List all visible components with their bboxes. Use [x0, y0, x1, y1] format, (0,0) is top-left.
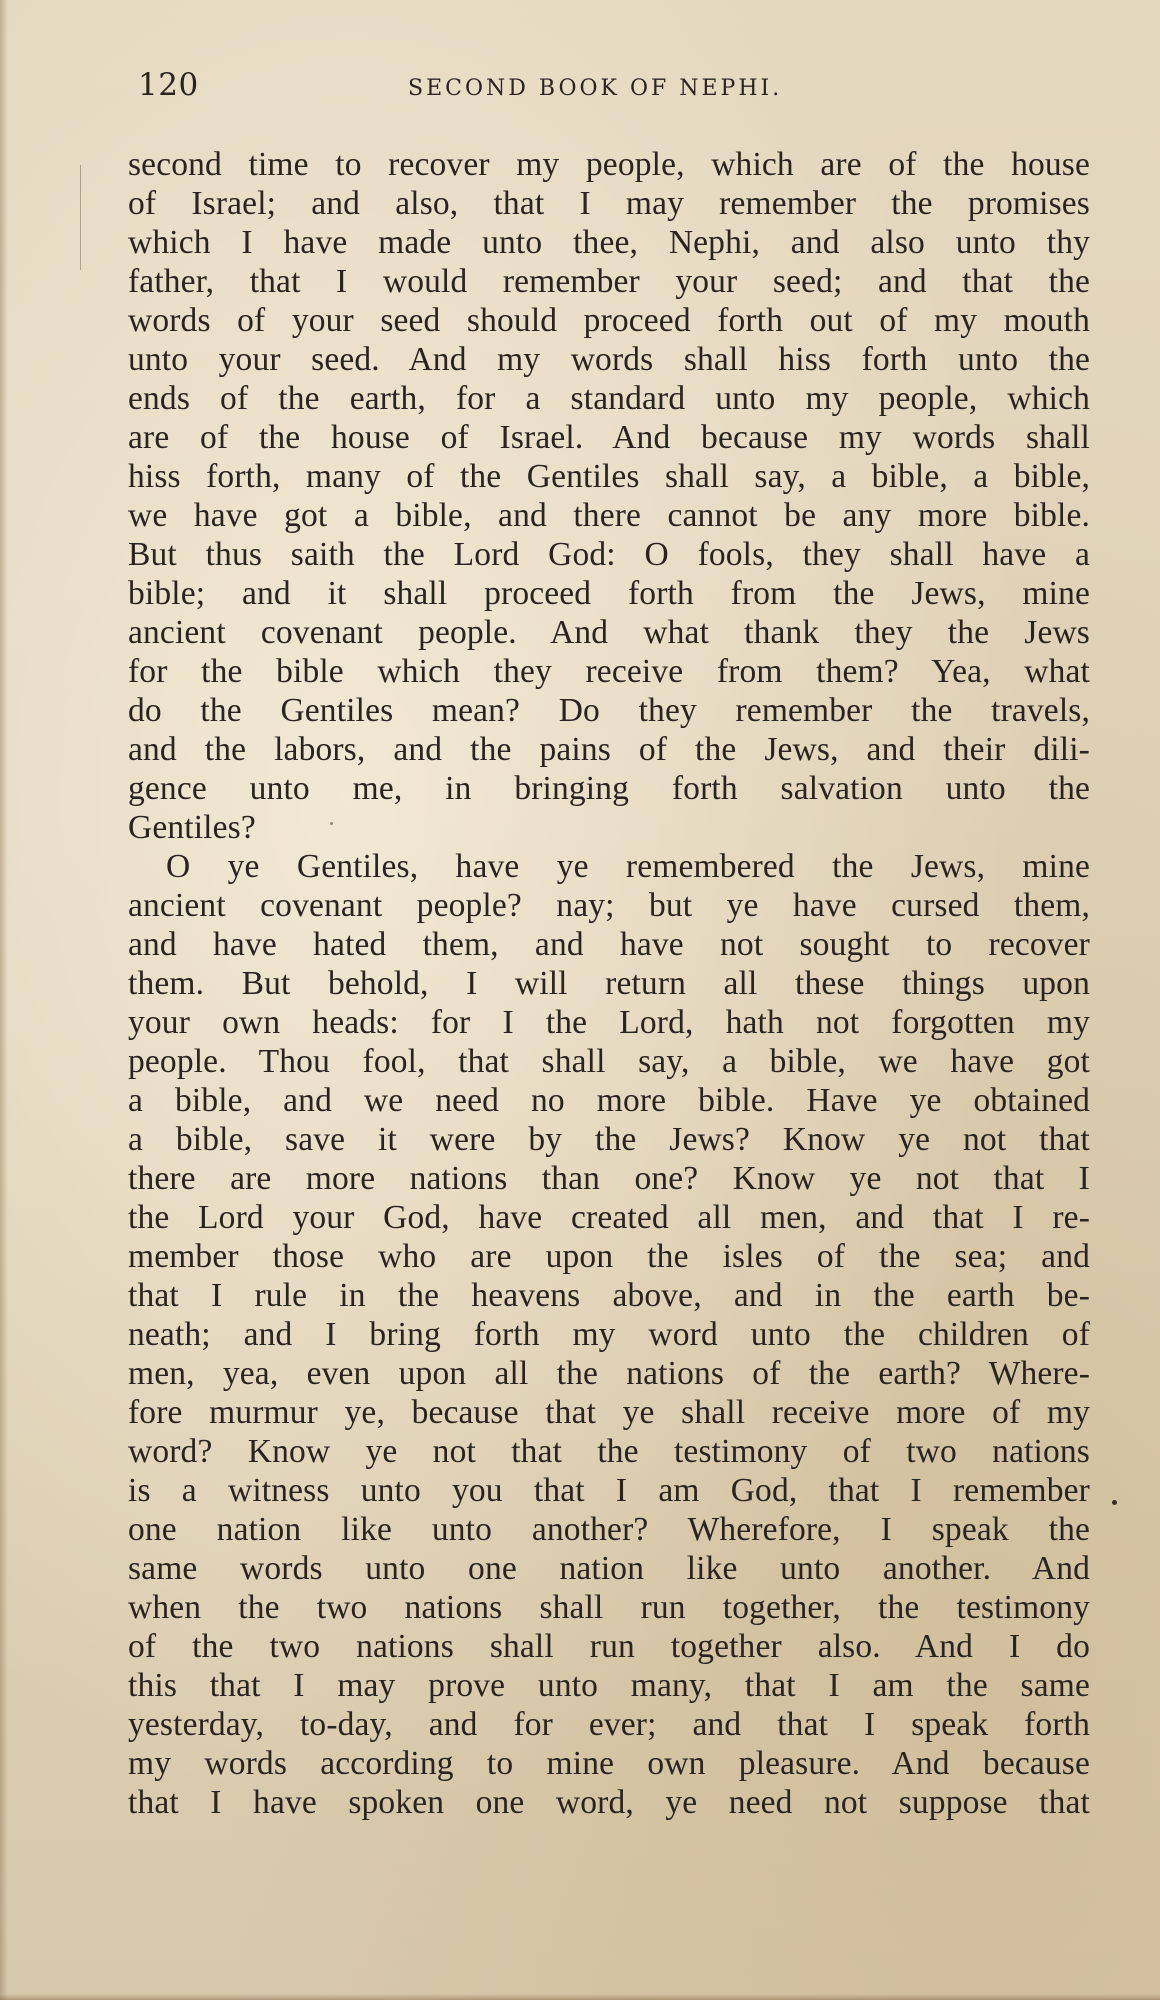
text-line: my words according to mine own pleasure. And because: [128, 1745, 1090, 1782]
text-line: ends of the earth, for a standard unto my people, which: [128, 380, 1090, 417]
text-line: are of the house of Israel. And because my words shall: [128, 419, 1090, 456]
text-line: and have hated them, and have not sought to recover: [128, 926, 1090, 963]
text-line: same words unto one nation like unto another. And: [128, 1550, 1090, 1587]
text-line: when the two nations shall run together, the testimony: [128, 1589, 1090, 1626]
text-line: yesterday, to-day, and for ever; and that I speak forth: [128, 1706, 1090, 1743]
text-line: ancient covenant people. And what thank they the Jews: [128, 614, 1090, 651]
margin-mark: [80, 165, 81, 270]
text-line: a bible, and we need no more bible. Have ye obtained: [128, 1082, 1090, 1119]
text-line: the Lord your God, have created all men, and that I re-: [128, 1199, 1090, 1236]
text-line: of Israel; and also, that I may remember the promises: [128, 185, 1090, 222]
text-line: of the two nations shall run together also. And I do: [128, 1628, 1090, 1665]
text-line: we have got a bible, and there cannot be any more bible.: [128, 497, 1090, 534]
text-line: them. But behold, I will return all these things upon: [128, 965, 1090, 1002]
text-line: men, yea, even upon all the nations of the earth? Where-: [128, 1355, 1090, 1392]
running-head: SECOND BOOK OF NEPHI.: [408, 76, 783, 101]
text-line: that I rule in the heavens above, and in the earth be-: [128, 1277, 1090, 1314]
page-shadow-bottom: [0, 1994, 1160, 2000]
text-line: fore murmur ye, because that ye shall receive more of my: [128, 1394, 1090, 1431]
body-text: [128, 145, 1090, 1822]
paragraph-start-line: O ye Gentiles, have ye remembered the Jews, mine: [166, 848, 1090, 885]
page-header: [138, 62, 1088, 108]
text-line: But thus saith the Lord God: O fools, they shall have a: [128, 536, 1090, 573]
page-shadow-left: [0, 0, 8, 2000]
text-line: bible; and it shall proceed forth from the Jews, mine: [128, 575, 1090, 612]
ink-speck: [330, 822, 333, 825]
paragraph-end-line: Gentiles?: [128, 809, 256, 846]
text-line: there are more nations than one? Know ye not that I: [128, 1160, 1090, 1197]
text-line: do the Gentiles mean? Do they remember the travels,: [128, 692, 1090, 729]
text-line: this that I may prove unto many, that I am the same: [128, 1667, 1090, 1704]
page-number: 120: [138, 67, 199, 103]
text-line: for the bible which they receive from them? Yea, what: [128, 653, 1090, 690]
text-line: which I have made unto thee, Nephi, and also unto thy: [128, 224, 1090, 261]
text-line: gence unto me, in bringing forth salvation unto the: [128, 770, 1090, 807]
text-line: that I have spoken one word, ye need not suppose that: [128, 1784, 1090, 1821]
text-line: a bible, save it were by the Jews? Know ye not that: [128, 1121, 1090, 1158]
ink-speck: [1112, 1500, 1117, 1505]
text-line: your own heads: for I the Lord, hath not forgotten my: [128, 1004, 1090, 1041]
text-line: is a witness unto you that I am God, that I remember: [128, 1472, 1090, 1509]
text-line: people. Thou fool, that shall say, a bible, we have got: [128, 1043, 1090, 1080]
text-line: unto your seed. And my words shall hiss forth unto the: [128, 341, 1090, 378]
text-line: ancient covenant people? nay; but ye have cursed them,: [128, 887, 1090, 924]
text-line: member those who are upon the isles of the sea; and: [128, 1238, 1090, 1275]
text-line: word? Know ye not that the testimony of two nations: [128, 1433, 1090, 1470]
text-line: one nation like unto another? Wherefore, I speak the: [128, 1511, 1090, 1548]
text-line: father, that I would remember your seed; and that the: [128, 263, 1090, 300]
text-line: and the labors, and the pains of the Jews, and their dili-: [128, 731, 1090, 768]
text-line: hiss forth, many of the Gentiles shall say, a bible, a bible,: [128, 458, 1090, 495]
text-line: neath; and I bring forth my word unto the children of: [128, 1316, 1090, 1353]
text-line: second time to recover my people, which are of the house: [128, 146, 1090, 183]
text-line: words of your seed should proceed forth out of my mouth: [128, 302, 1090, 339]
